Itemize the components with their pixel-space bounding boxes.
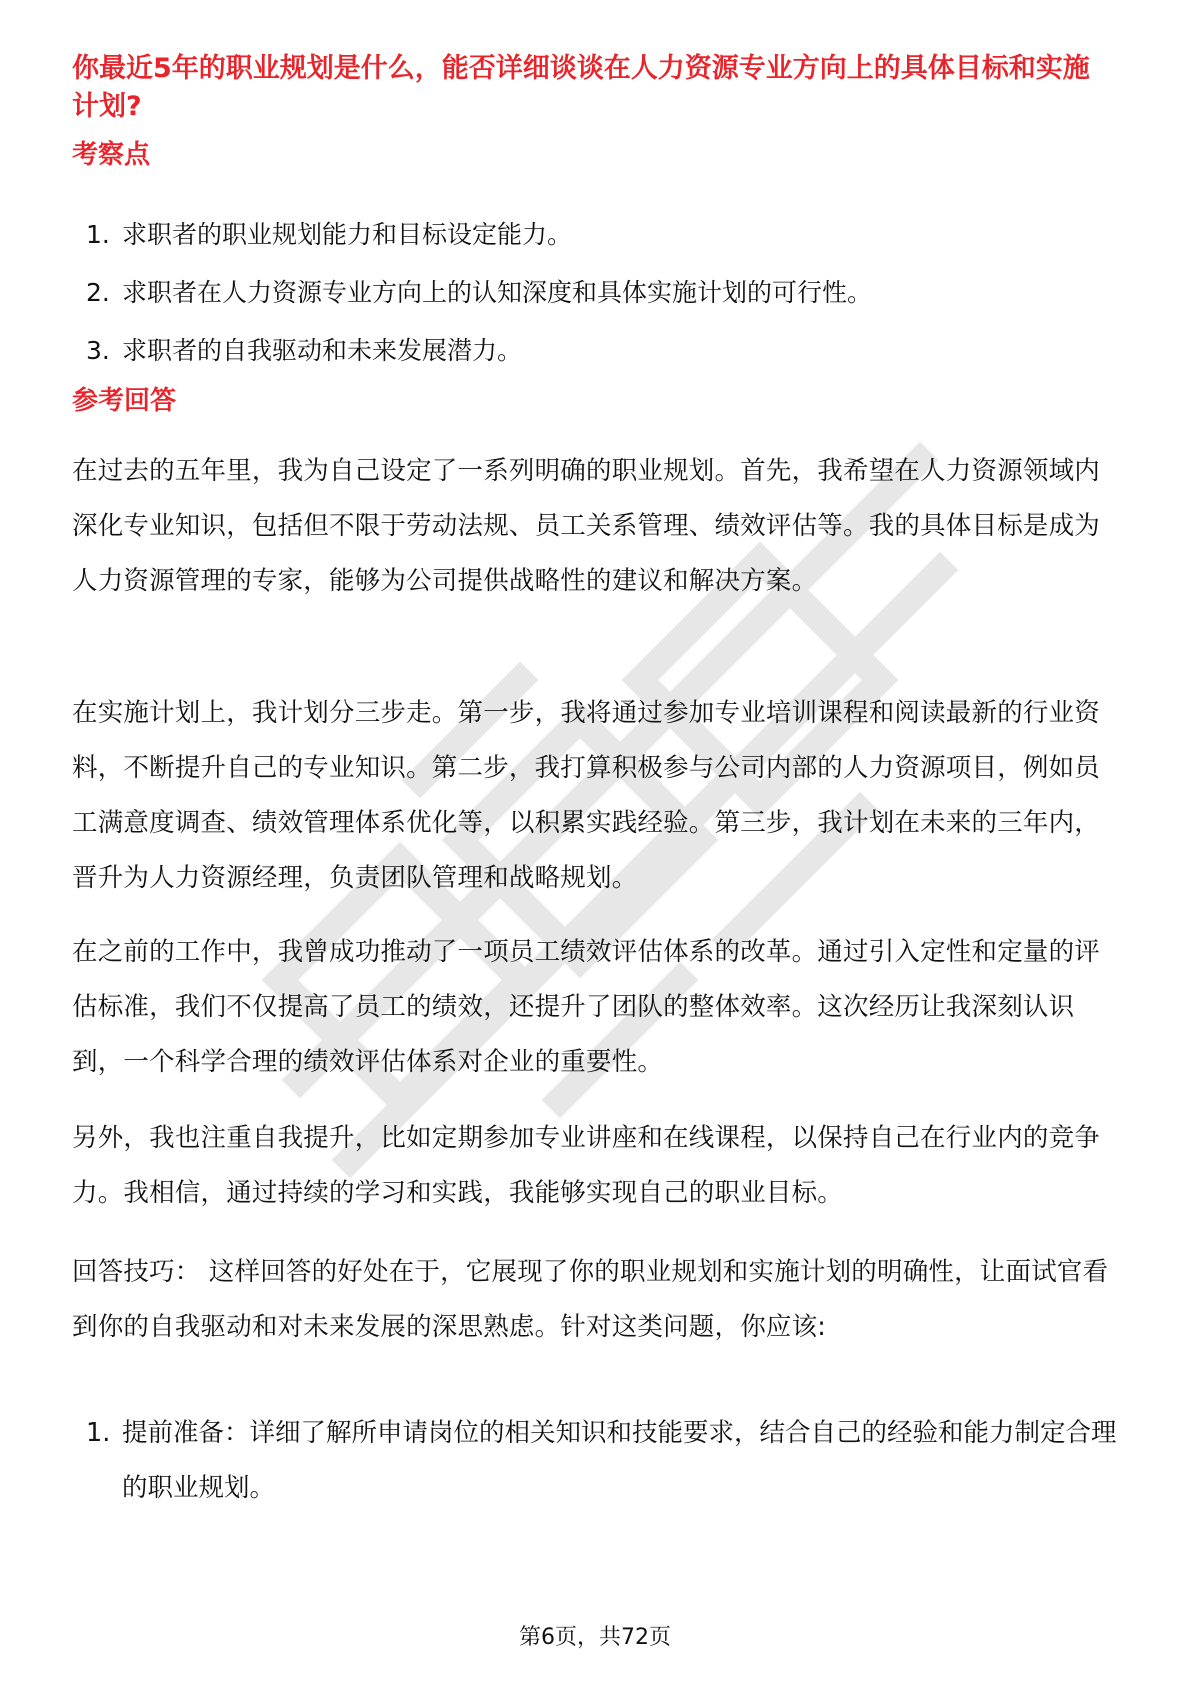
list-item-text: 求职者的职业规划能力和目标设定能力。: [122, 220, 573, 249]
reference-title: 参考回答: [72, 386, 177, 416]
list-item-number: 3.: [86, 336, 110, 365]
page-footer: 第6页，共72页: [519, 1625, 671, 1650]
list-item-text: 求职者的自我驱动和未来发展潜力。: [122, 336, 523, 365]
assessment-list: [72, 218, 1112, 392]
list-item: [72, 276, 1112, 310]
question-heading: 你最近5年的职业规划是什么，能否详细谈谈在人力资源专业方向上的具体目标和实施计划?: [72, 53, 1090, 122]
list-item-text: 求职者在人力资源专业方向上的认知深度和具体实施计划的可行性。: [122, 278, 873, 307]
answer-tips-paragraph: 回答技巧： 这样回答的好处在于，它展现了你的职业规划和实施计划的明确性，让面试官看到你的自我驱动和对未来发展的深思熟虑。针对这类问题，你应该:: [72, 1257, 1109, 1342]
list-item-number: 1.: [86, 1418, 111, 1448]
list-item-number: 1.: [86, 220, 110, 249]
tips-list: [72, 1406, 1122, 1516]
list-item: [72, 218, 1112, 252]
answer-paragraph: 另外，我也注重自我提升，比如定期参加专业讲座和在线课程，以保持自己在行业内的竞争力。我相信，通过持续的学习和实践，我能够实现自己的职业目标。: [72, 1123, 1101, 1208]
list-item-text: 提前准备：详细了解所申请岗位的相关知识和技能要求，结合自己的经验和能力制定合理的职业规划。: [122, 1418, 1117, 1503]
list-item: [72, 334, 1112, 368]
answer-paragraph: 在实施计划上，我计划分三步走。第一步，我将通过参加专业培训课程和阅读最新的行业资料，不断提升自己的专业知识。第二步，我打算积极参与公司内部的人力资源项目，例如员工满意度调查、绩效管理体系优化等，以积累实践经验。第三步，我计划在未来的三年内，晋升为人力资源经理，负责团队管理和战略规划。: [72, 698, 1101, 893]
assessment-title: 考察点: [72, 140, 151, 170]
answer-paragraph: 在之前的工作中，我曾成功推动了一项员工绩效评估体系的改革。通过引入定性和定量的评估标准，我们不仅提高了员工的绩效，还提升了团队的整体效率。这次经历让我深刻认识到，一个科学合理的绩效评估体系对企业的重要性。: [72, 937, 1101, 1077]
list-item-number: 2.: [86, 278, 110, 307]
answer-paragraph: 在过去的五年里，我为自己设定了一系列明确的职业规划。首先，我希望在人力资源领域内深化专业知识，包括但不限于劳动法规、员工关系管理、绩效评估等。我的具体目标是成为人力资源管理的专家，能够为公司提供战略性的建议和解决方案。: [72, 456, 1101, 596]
list-item: [72, 1406, 1122, 1516]
